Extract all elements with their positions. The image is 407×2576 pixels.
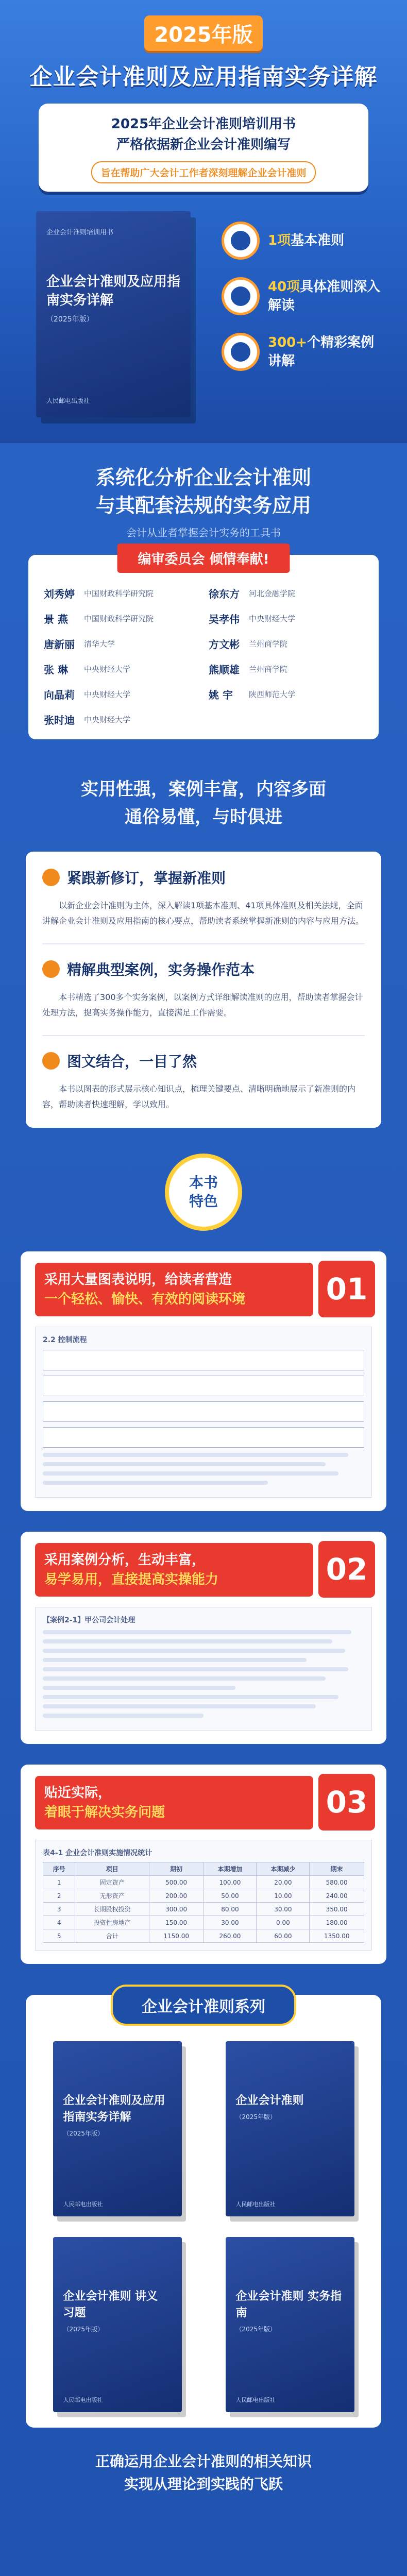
book-cover — [36, 211, 191, 417]
editor-entry — [44, 586, 198, 601]
special-number: 03 — [318, 1774, 375, 1831]
feature-highlight: 40项 — [268, 279, 300, 295]
series-book-title: 企业会计准则 讲义 习题 — [63, 2290, 158, 2319]
hero-section — [0, 0, 407, 443]
badge-line2: 特色 — [189, 1193, 218, 1210]
editor-entry — [44, 662, 198, 676]
editor-entry — [44, 712, 198, 727]
editor-name: 刘秀婷 — [44, 588, 75, 600]
editor-entry — [44, 636, 198, 651]
series-book-title: 企业会计准则 实务指南 — [235, 2290, 342, 2319]
hero-card-line2: 严格依据新企业会计准则编写 — [116, 137, 291, 152]
editor-org: 兰州商学院 — [249, 639, 288, 649]
sample-page — [35, 1607, 372, 1731]
editor-org: 兰州商学院 — [249, 665, 288, 674]
panel-item-title: 紧跟新修订，掌握新准则 — [67, 870, 226, 887]
editor-name: 吴孝伟 — [209, 613, 240, 625]
editor-name: 熊顺雄 — [209, 664, 240, 676]
editor-org: 中国财政科学研究院 — [84, 614, 154, 623]
feature-highlight: 300+ — [268, 335, 308, 350]
sample-caption: 【案例2-1】甲公司会计处理 — [43, 1616, 135, 1624]
editor-entry — [209, 662, 363, 676]
series-book[interactable] — [53, 2237, 182, 2412]
intro-section — [0, 443, 407, 739]
series-book-sub: （2025年版） — [63, 2326, 104, 2333]
series-book[interactable] — [53, 2041, 182, 2216]
sample-caption: 表4-1 企业会计准则实施情况统计 — [43, 1849, 152, 1857]
intro-sub: 会计从业者掌握会计实务的工具书 — [126, 527, 281, 539]
sample-caption: 2.2 控制流程 — [43, 1336, 87, 1344]
editor-org: 中国财政科学研究院 — [84, 589, 154, 598]
feature-item — [222, 333, 386, 371]
table-row: 1 固定资产 500.00 100.00 20.00 580.00 — [43, 1876, 364, 1889]
table-row: 2 无形资产 200.00 50.00 10.00 240.00 — [43, 1889, 364, 1903]
special-title: 贴近实际， 着眼于解决实务问题 — [35, 1776, 313, 1829]
editor-entry — [44, 611, 198, 626]
series-book-publisher: 人民邮电出版社 — [63, 2201, 103, 2208]
editor-entry — [209, 586, 363, 601]
book-tag: 企业会计准则培训用书 — [46, 229, 114, 236]
footer-line1: 正确运用企业会计准则的相关知识 — [95, 2453, 312, 2470]
panel-item-title: 图文结合，一目了然 — [67, 1053, 197, 1070]
feature-panel — [26, 852, 381, 1128]
divider — [42, 943, 365, 944]
editor-org: 中央财经大学 — [249, 614, 296, 623]
editor-entry — [209, 687, 363, 702]
highlights-section — [0, 739, 407, 1128]
editor-name: 徐东方 — [209, 588, 240, 600]
series-book[interactable] — [226, 2237, 354, 2412]
bullet-icon — [222, 277, 260, 315]
editorial-banner: 编审委员会 倾情奉献! — [117, 544, 290, 573]
editor-name: 景 燕 — [44, 613, 68, 625]
series-book-title: 企业会计准则 — [235, 2094, 304, 2107]
special-card — [21, 1765, 386, 1964]
intro-line2: 与其配套法规的实务应用 — [95, 494, 311, 517]
intro-line1: 系统化分析企业会计准则 — [95, 466, 311, 489]
editor-entry — [209, 611, 363, 626]
bullet-icon — [222, 333, 260, 371]
series-banner: 企业会计准则系列 — [111, 1985, 296, 2026]
book-subtitle: （2025年版） — [46, 315, 94, 324]
series-book[interactable] — [226, 2041, 354, 2216]
editor-org: 中央财经大学 — [84, 715, 131, 724]
feature-badge — [165, 1154, 242, 1231]
feature-highlight: 1项 — [268, 233, 291, 248]
bullet-icon — [42, 869, 60, 886]
highlights-line1: 实用性强，案例丰富，内容多面 — [81, 779, 326, 800]
table-row: 5 合计 1150.00 260.00 60.00 1350.00 — [43, 1929, 364, 1943]
special-card — [21, 1532, 386, 1744]
editor-name: 向晶莉 — [44, 689, 75, 701]
editorial-board — [28, 552, 379, 739]
special-number: 01 — [318, 1261, 375, 1317]
table-row: 4 投资性房地产 150.00 30.00 0.00 180.00 — [43, 1916, 364, 1929]
sample-page — [35, 1840, 372, 1951]
feature-text: 个精彩案例讲解 — [268, 335, 375, 369]
bullet-icon — [42, 960, 60, 978]
special-title: 采用大量图表说明，给读者营造 一个轻松、愉快、有效的阅读环境 — [35, 1263, 313, 1316]
badge-line1: 本书 — [189, 1174, 218, 1191]
hero-card-line1: 2025年企业会计准则培训用书 — [111, 116, 296, 132]
feature-text: 具体准则深入解读 — [268, 279, 381, 313]
feature-item — [222, 277, 386, 315]
editor-name: 张 琳 — [44, 664, 68, 676]
series-book-title: 企业会计准则及应用指南实务详解 — [63, 2094, 165, 2124]
sample-page — [35, 1327, 372, 1498]
hero-card — [39, 104, 368, 192]
panel-item-body: 本书以图表的形式展示核心知识点，梳理关键要点、清晰明确地展示了新准则的内容，帮助读者快速理解，学以致用。 — [42, 1084, 356, 1109]
panel-item-title: 精解典型案例，实务操作范本 — [67, 961, 255, 978]
book-publisher: 人民邮电出版社 — [46, 397, 90, 404]
sample-table: 序号 项目 期初 本期增加 本期减少 期末 1 固定资产 500.00 100.00 20.00 580.00 2 无形资产 200.00 50.00 10.00 240.00 3 长期股权投资 300.00 80.00 30.00 350.00 4 投资性房地产 150.00 30.00 0.00 180.00 5 合计 1150.00 260.00 60.00 1350.00 — [43, 1862, 364, 1943]
edition-badge: 2025年版 — [144, 15, 263, 51]
table-row: 3 长期股权投资 300.00 80.00 30.00 350.00 — [43, 1903, 364, 1916]
series-section — [26, 1995, 381, 2428]
special-card — [21, 1251, 386, 1511]
series-book-sub: （2025年版） — [235, 2113, 277, 2121]
editor-org: 陕西师范大学 — [249, 690, 296, 699]
editor-name: 方文彬 — [209, 638, 240, 651]
feature-list — [222, 222, 386, 388]
editor-name: 张时迪 — [44, 714, 75, 726]
hero-title: 企业会计准则及应用指南实务详解 — [29, 64, 378, 90]
highlights-line2: 通俗易懂，与时俱进 — [125, 807, 282, 827]
bullet-icon — [42, 1052, 60, 1070]
footer-section — [0, 2428, 407, 2496]
panel-item-body: 以新企业会计准则为主体，深入解读1项基本准则、41项具体准则及相关法规，全面讲解企业会计准则及应用指南的核心要点，帮助读者系统掌握新准则的内容与应用方法。 — [42, 901, 364, 926]
series-book-publisher: 人民邮电出版社 — [235, 2397, 276, 2403]
editor-org: 中央财经大学 — [84, 665, 131, 674]
panel-item-body: 本书精选了300多个实务案例，以案例方式详细解读准则的应用，帮助读者掌握会计处理方法，提高实务操作能力，直接满足工作需要。 — [42, 992, 363, 1018]
editor-entry — [44, 687, 198, 702]
editor-name: 唐新丽 — [44, 638, 75, 651]
special-title: 采用案例分析，生动丰富， 易学易用，直接提高实操能力 — [35, 1543, 313, 1597]
feature-item — [222, 222, 386, 260]
bullet-icon — [222, 222, 260, 260]
book-title: 企业会计准则及应用指南实务详解 — [46, 274, 181, 308]
editor-entry — [209, 636, 363, 651]
special-number: 02 — [318, 1541, 375, 1598]
hero-card-line3: 旨在帮助广大会计工作者深刻理解企业会计准则 — [91, 161, 315, 183]
series-book-sub: （2025年版） — [235, 2326, 277, 2333]
series-book-publisher: 人民邮电出版社 — [63, 2397, 103, 2403]
editor-org: 中央财经大学 — [84, 690, 131, 699]
series-book-publisher: 人民邮电出版社 — [235, 2201, 276, 2208]
feature-text: 基本准则 — [291, 233, 345, 248]
footer-line2: 实现从理论到实践的飞跃 — [124, 2476, 283, 2493]
editor-org: 清华大学 — [84, 639, 115, 649]
editor-name: 姚 宇 — [209, 689, 233, 701]
editor-org: 河北金融学院 — [249, 589, 296, 598]
divider — [42, 1035, 365, 1036]
series-book-sub: （2025年版） — [63, 2130, 104, 2137]
